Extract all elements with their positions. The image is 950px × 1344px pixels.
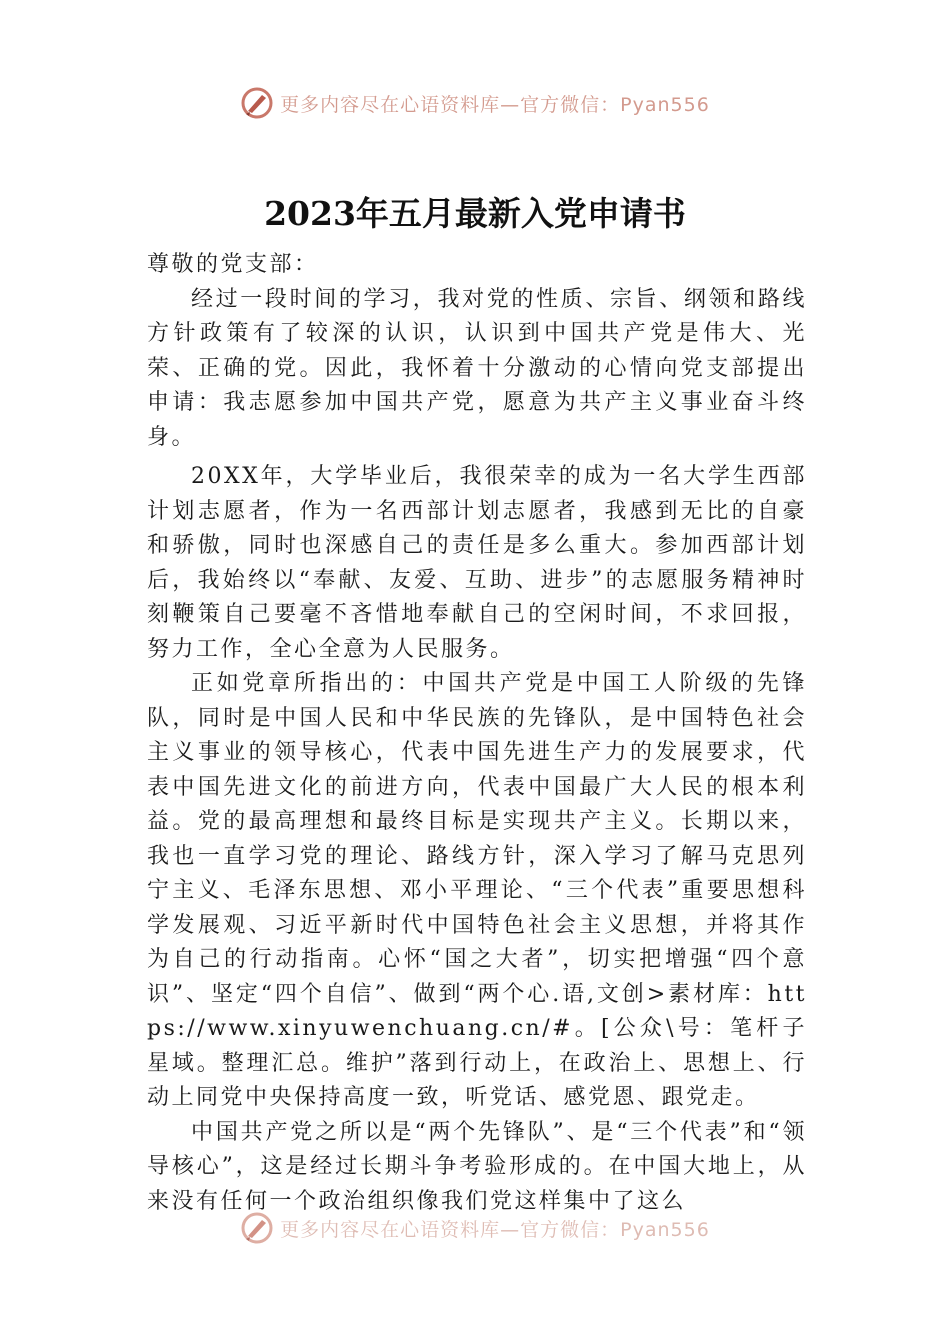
salutation: 尊敬的党支部： <box>147 252 319 277</box>
watermark-text: 更多内容尽在心语资料库—官方微信：Pyan556 <box>280 1218 710 1241</box>
document-title: 2023年五月最新入党申请书 <box>264 194 686 233</box>
brush-pen-logo-icon <box>240 1211 274 1245</box>
paragraph-4: 中国共产党之所以是“两个先锋队”、是“三个代表”和“领导核心”，这是经过长期斗争考验形成的。在中国大地上，从来没有任何一个政治组织像我们党这样集中了这么 <box>147 1119 807 1214</box>
watermark-text: 更多内容尽在心语资料库—官方微信：Pyan556 <box>280 93 710 116</box>
paragraph-1: 经过一段时间的学习，我对党的性质、宗旨、纲领和路线方针政策有了较深的认识，认识到中国共产党是伟大、光荣、正确的党。因此，我怀着十分激动的心情向党支部提出申请：我志愿参加中国共产党，愿意为共产主义事业奋斗终身。 <box>147 286 807 450</box>
paragraph-2: 20XX年，大学毕业后，我很荣幸的成为一名大学生西部计划志愿者，作为一名西部计划志愿者，我感到无比的自豪和骄傲，同时也深感自己的责任是多么重大。参加西部计划后，我始终以“奉献、友爱、互助、进步”的志愿服务精神时刻鞭策自己要毫不吝惜地奉献自己的空闲时间，不求回报，努力工作，全心全意为人民服务。 <box>147 464 807 662</box>
document-body <box>147 248 807 1218</box>
paragraph-3: 正如党章所指出的：中国共产党是中国工人阶级的先锋队，同时是中国人民和中华民族的先锋队，是中国特色社会主义事业的领导核心，代表中国先进生产力的发展要求，代表中国先进文化的前进方向，代表中国最广大人民的根本利益。党的最高理想和最终目标是实现共产主义。长期以来，我也一直学习党的理论、路线方针，深入学习了解马克思列宁主义、毛泽东思想、邓小平理论、“三个代表”重要思想科学发展观、习近平新时代中国特色社会主义思想，并将其作为自己的行动指南。心怀“国之大者”，切实把增强“四个意识”、坚定“四个自信”、做到“两个心.语,文创>素材库：https://www.xinyuwenchuang.cn/#。[公众\号：笔杆子星域。整理汇总。维护”落到行动上，在政治上、思想上、行动上同党中央保持高度一致，听党话、感党恩、跟党走。 <box>147 671 807 1110</box>
brush-pen-logo-icon <box>240 86 274 120</box>
footer-watermark <box>0 1211 950 1245</box>
header-watermark <box>0 86 950 120</box>
